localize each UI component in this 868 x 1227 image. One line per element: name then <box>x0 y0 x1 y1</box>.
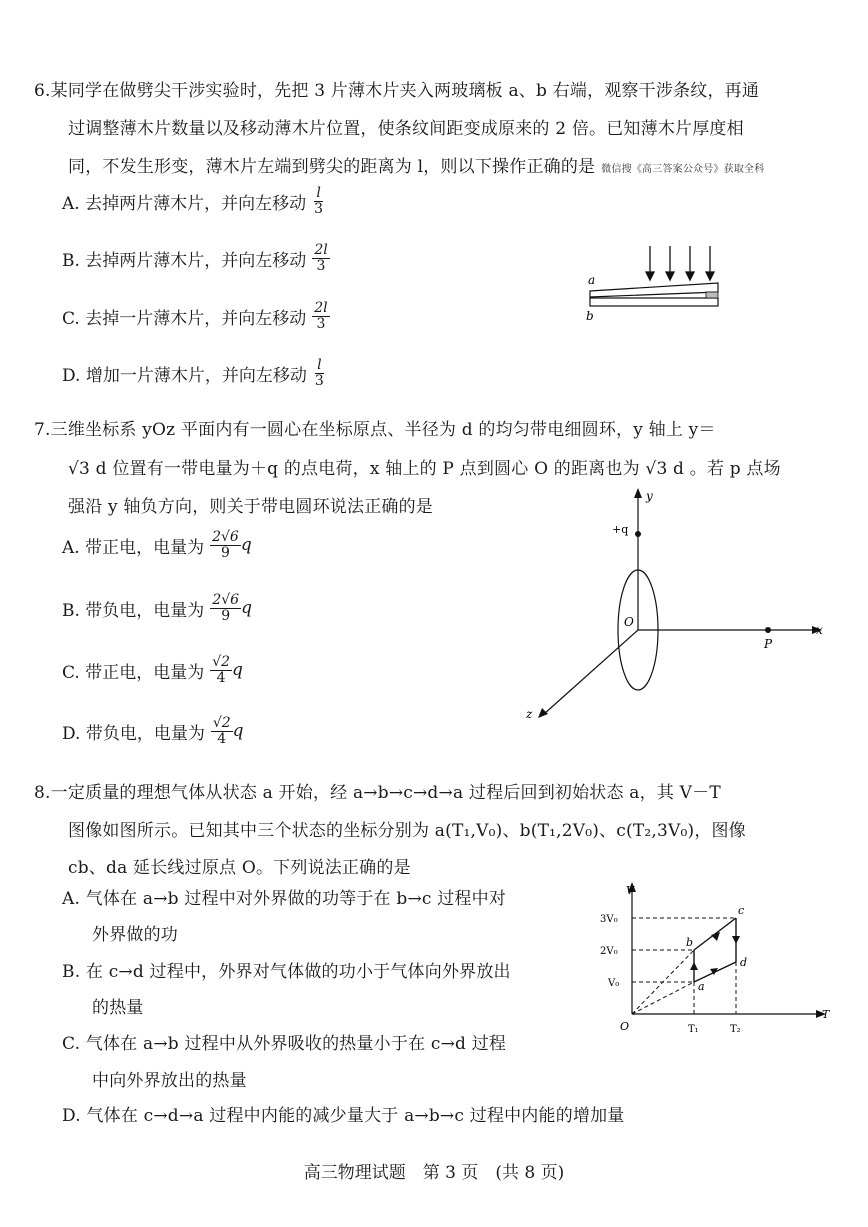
q6-stem-text: 同，不发生形变，薄木片左端到劈尖的距离为 l，则以下操作正确的是 <box>68 157 596 177</box>
q6-option-a-text: A. 去掉两片薄木片，并向左移动 <box>62 193 307 214</box>
point-charge <box>635 531 641 537</box>
q6-stem-line3 <box>68 152 764 177</box>
q7-option-c-text: C. 带正电，电量为 <box>62 662 205 683</box>
q6-option-d-text: D. 增加一片薄木片，并向左移动 <box>62 365 307 386</box>
q8-option-c-line2: 中向外界放出的热量 <box>92 1071 247 1091</box>
label-d: d <box>740 956 748 969</box>
q6-option-a <box>62 186 325 216</box>
q8-option-b-line2: 的热量 <box>92 998 144 1018</box>
q7-option-c-q: q <box>232 660 243 681</box>
fraction-denominator: 4 <box>216 669 226 686</box>
q7-stem-line3: 强沿 y 轴负方向，则关于带电圆环说法正确的是 <box>68 497 434 517</box>
q7-option-b-fraction <box>210 593 241 623</box>
q6-option-d <box>62 358 326 388</box>
glass-plate-b <box>590 298 718 306</box>
q7-ring-figure <box>520 486 830 722</box>
label-t: T <box>822 1008 830 1021</box>
fraction-denominator: 3 <box>316 257 326 274</box>
label-origin: O <box>620 1020 630 1033</box>
label-c: c <box>738 904 745 917</box>
q7-option-c <box>62 655 243 685</box>
label-a: a <box>698 980 705 993</box>
fraction-numerator: √2 <box>212 715 231 731</box>
label-v0: V₀ <box>608 978 620 989</box>
label-b: b <box>586 309 594 323</box>
label-charge: +q <box>612 523 629 536</box>
q8-stem-line2: 图像如图所示。已知其中三个状态的坐标分别为 a(T₁,V₀)、b(T₁,2V₀)、c(T₂,3V₀)，图像 <box>68 821 746 841</box>
label-origin: O <box>624 615 634 629</box>
fraction-numerator: l <box>316 185 321 201</box>
label-p: P <box>764 637 773 651</box>
light-arrowhead <box>666 272 674 280</box>
fraction-denominator: 3 <box>314 200 324 217</box>
extension-da <box>632 982 694 1014</box>
q7-option-d <box>62 716 244 746</box>
q8-option-b-line1: B. 在 c→d 过程中，外界对气体做的功小于气体向外界放出 <box>62 962 511 982</box>
q7-option-b-q: q <box>241 598 252 619</box>
q8-option-d: D. 气体在 c→d→a 过程中内能的减少量大于 a→b→c 过程中内能的增加量 <box>62 1106 625 1126</box>
q7-option-a-q: q <box>240 535 252 556</box>
light-arrowhead <box>686 272 694 280</box>
label-2v0: 2V₀ <box>600 946 618 957</box>
label-3v0: 3V₀ <box>600 914 618 925</box>
light-arrowhead <box>706 272 714 280</box>
label-x: x <box>816 623 823 637</box>
glass-plate-a <box>590 283 718 297</box>
arrow-cd <box>732 936 740 944</box>
fraction-numerator: √2 <box>212 654 231 670</box>
q7-stem-line2: √3 d 位置有一带电量为＋q 的点电荷，x 轴上的 P 点到圆心 O 的距离也为 √3 d 。若 p 点场 <box>68 459 781 479</box>
q7-option-c-fraction <box>210 655 232 685</box>
q6-option-b-fraction <box>312 243 329 273</box>
fraction-denominator: 3 <box>314 372 324 389</box>
q7-stem-line1: 7.三维坐标系 yOz 平面内有一圆心在坐标原点、半径为 d 的均匀带电细圆环，y 轴上 y＝ <box>34 420 716 440</box>
label-y: y <box>646 489 653 503</box>
q7-option-d-q: q <box>232 721 244 742</box>
q8-vt-graph <box>596 882 836 1042</box>
q8-option-a-line2: 外界做的功 <box>92 925 178 945</box>
q6-option-c-text: C. 去掉一片薄木片，并向左移动 <box>62 308 307 329</box>
q7-option-a <box>62 530 252 560</box>
q6-stem-line2: 过调整薄木片数量以及移动薄木片位置，使条纹间距变成原来的 2 倍。已知薄木片厚度相 <box>68 119 744 139</box>
fraction-denominator: 9 <box>221 544 230 561</box>
q6-watermark: 微信搜《高三答案公众号》获取全科 <box>601 164 765 175</box>
q6-option-d-fraction <box>313 358 326 388</box>
fraction-denominator: 3 <box>316 315 326 332</box>
label-t1: T₁ <box>688 1024 699 1035</box>
q8-stem-line3: cb、da 延长线过原点 O。下列说法正确的是 <box>68 858 411 878</box>
q6-option-c <box>62 301 330 331</box>
label-z: z <box>526 707 533 721</box>
z-arrowhead <box>538 708 548 718</box>
q8-option-c-line1: C. 气体在 a→b 过程中从外界吸收的热量小于在 c→d 过程 <box>62 1034 507 1054</box>
page-footer: 高三物理试题 第 3 页 (共 8 页) <box>303 1163 565 1183</box>
q6-option-a-fraction <box>312 186 325 216</box>
fraction-denominator: 9 <box>221 607 231 624</box>
fraction-numerator: 2√6 <box>212 529 239 545</box>
label-t2: T₂ <box>730 1024 741 1035</box>
label-a: a <box>588 273 596 287</box>
q7-option-d-fraction <box>211 716 233 746</box>
arrow-ab <box>690 962 698 970</box>
label-v: V <box>626 884 634 897</box>
q6-option-b <box>62 243 330 273</box>
point-p <box>765 627 771 633</box>
light-arrowhead <box>646 272 654 280</box>
q6-wedge-figure <box>578 240 728 325</box>
q6-option-b-text: B. 去掉两片薄木片，并向左移动 <box>62 250 307 271</box>
fraction-numerator: 2√6 <box>212 592 240 608</box>
q7-option-b <box>62 593 252 623</box>
y-arrowhead <box>634 488 642 498</box>
q8-stem-line1: 8.一定质量的理想气体从状态 a 开始，经 a→b→c→d→a 过程后回到初始状态 a，其 V－T <box>34 783 721 803</box>
q8-option-a-line1: A. 气体在 a→b 过程中对外界做的功等于在 b→c 过程中对 <box>62 889 507 909</box>
q6-option-c-fraction <box>312 301 329 331</box>
fraction-numerator: 2l <box>314 242 328 258</box>
q7-option-a-text: A. 带正电，电量为 <box>62 537 205 558</box>
q7-option-b-text: B. 带负电，电量为 <box>62 600 205 621</box>
fraction-denominator: 4 <box>217 730 227 747</box>
fraction-numerator: 2l <box>314 300 328 316</box>
fraction-numerator: l <box>317 357 322 373</box>
q7-option-d-text: D. 带负电，电量为 <box>62 723 205 744</box>
q6-stem-line1: 6.某同学在做劈尖干涉实验时，先把 3 片薄木片夹入两玻璃板 a、b 右端，观察干涉条纹，再通 <box>34 81 760 101</box>
q7-option-a-fraction <box>210 530 241 560</box>
label-b: b <box>686 936 694 949</box>
wood-spacers <box>706 292 718 298</box>
